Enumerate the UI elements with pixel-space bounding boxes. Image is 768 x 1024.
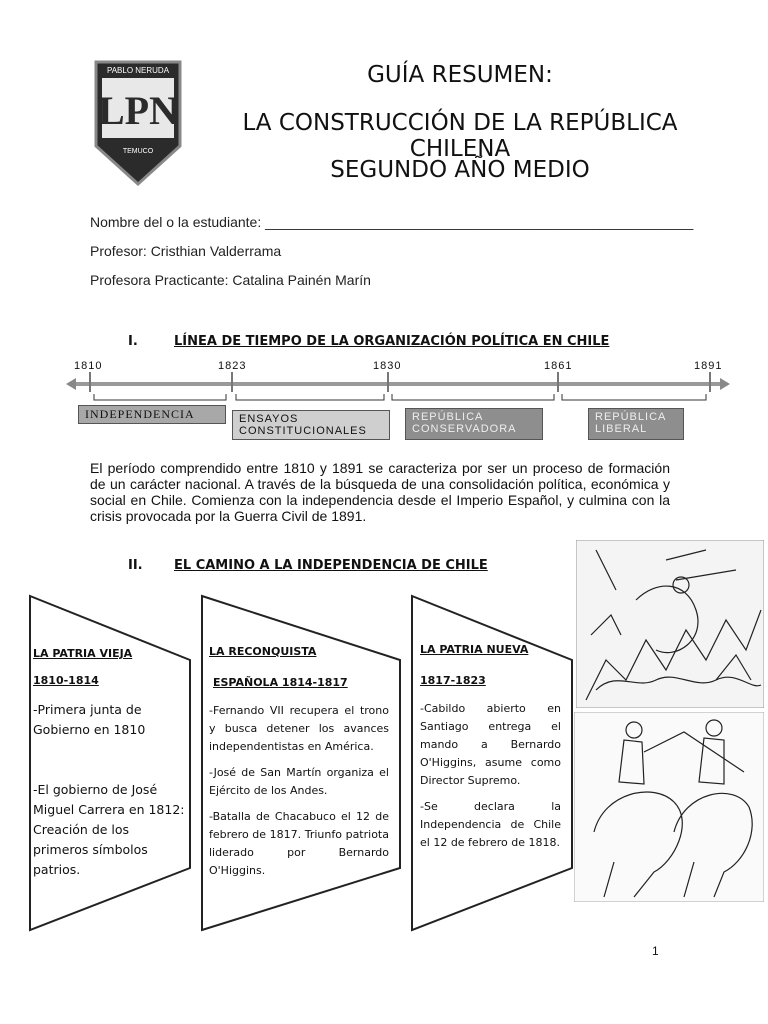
- stage-patria-nueva: [420, 640, 561, 860]
- section2-title: EL CAMINO A LA INDEPENDENCIA DE CHILE: [174, 558, 488, 573]
- stage-item: -José de San Martín organiza el Ejército de los Andes.: [209, 766, 389, 797]
- stage-title: LA PATRIA VIEJA: [33, 647, 133, 660]
- guide-level: SEGUNDO AÑO MEDIO: [330, 157, 590, 183]
- guide-subject: LA CONSTRUCCIÓN DE LA REPÚBLICA CHILENA: [242, 110, 678, 162]
- period-liberal: REPÚBLICA LIBERAL: [588, 408, 684, 440]
- student-name-line: Nombre del o la estudiante: _______________________________________________________: [90, 214, 694, 230]
- logo-bottom-text: TEMUCO: [122, 148, 154, 155]
- page-number: 1: [652, 944, 659, 958]
- timeline-year: 1861: [544, 360, 573, 372]
- timeline-year: 1823: [218, 360, 247, 372]
- stage-item: -Fernando VII recupera el trono y busca detener los avances independentistas en América.: [209, 704, 389, 753]
- stage-item: -El gobierno de José Miguel Carrera en 1812: Creación de los primeros símbolos patrios.: [33, 782, 185, 877]
- practicante-line: Profesora Practicante: Catalina Painén Marín: [90, 272, 371, 288]
- battle-illustration: [576, 540, 764, 708]
- period-description: El período comprendido entre 1810 y 1891 se caracteriza por ser un proceso de formación de un carácter nacional. A través de la búsqueda de una consolidación política, económica y social en Chile. Comienza con la independencia desde el Imperio Español, y culmina con la crisis provocada por la Guerra Civil de 1891.: [90, 460, 670, 524]
- school-logo: [92, 58, 184, 188]
- guide-title: GUÍA RESUMEN:: [367, 62, 553, 88]
- period-conservadora: REPÚBLICA CONSERVADORA: [405, 408, 543, 440]
- timeline-year: 1891: [694, 360, 723, 372]
- stage-item: -Batalla de Chacabuco el 12 de febrero de 1817. Triunfo patriota liderado por Bernardo O'Higgins.: [209, 810, 389, 877]
- period-independencia: INDEPENDENCIA: [78, 405, 226, 424]
- section1-number: I.: [128, 334, 138, 349]
- stage-dates: 1810-1814: [33, 674, 99, 687]
- period-ensayos: ENSAYOS CONSTITUCIONALES: [232, 410, 390, 440]
- logo-letters: LPN: [98, 88, 178, 133]
- stage-item: -Cabildo abierto en Santiago entrega el mando a Bernardo O'Higgins, asume como Director Supremo.: [420, 702, 561, 787]
- riders-illustration: [574, 712, 764, 902]
- stage-item: -Se declara la Independencia de Chile el 12 de febrero de 1818.: [420, 800, 561, 849]
- logo-top-text: PABLO NERUDA: [106, 66, 170, 75]
- teacher-line: Profesor: Cristhian Valderrama: [90, 243, 282, 259]
- timeline-year: 1810: [74, 360, 103, 372]
- stage-patria-vieja: [33, 644, 185, 888]
- stage-item: -Primera junta de Gobierno en 1810: [33, 702, 146, 737]
- stage-title: LA PATRIA NUEVA: [420, 643, 529, 656]
- section2-number: II.: [128, 558, 143, 573]
- timeline-axis: [66, 372, 732, 408]
- stage-dates: 1817-1823: [420, 674, 486, 687]
- stage-reconquista: [209, 642, 389, 888]
- stage-title: LA RECONQUISTA: [209, 645, 317, 658]
- stage-dates: ESPAÑOLA 1814-1817: [213, 676, 348, 689]
- section1-title: LÍNEA DE TIEMPO DE LA ORGANIZACIÓN POLÍTICA EN CHILE: [174, 334, 610, 349]
- timeline-year: 1830: [373, 360, 402, 372]
